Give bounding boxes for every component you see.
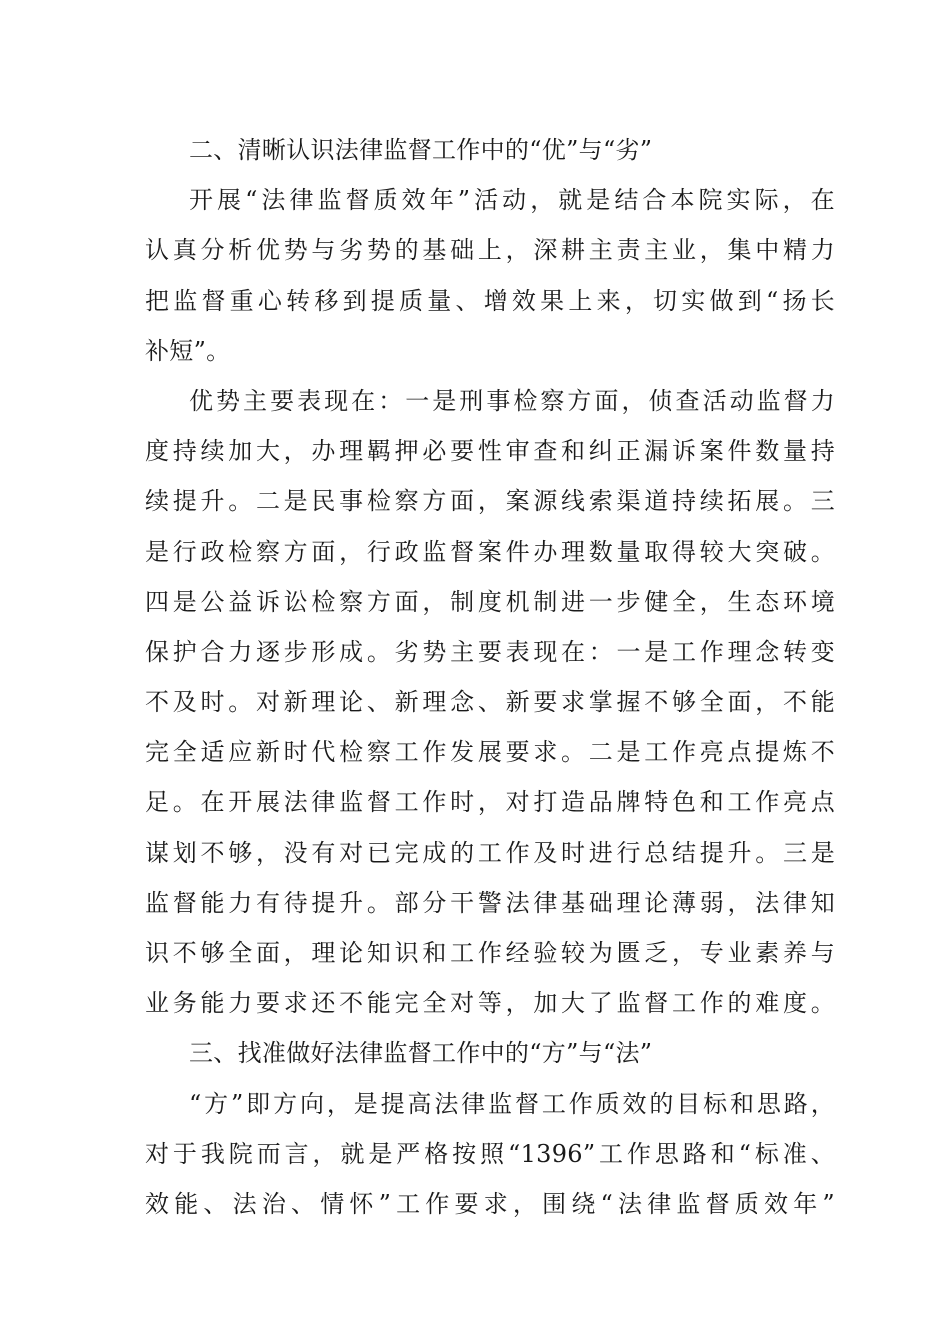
section-heading-3: 三、找准做好法律监督工作中的“方”与“法” [189, 1039, 653, 1068]
paragraph-line: 保护合力逐步形成。劣势主要表现在：一是工作理念转变 [145, 637, 835, 666]
paragraph-line: “方”即方向，是提高法律监督工作质效的目标和思路， [189, 1089, 835, 1118]
paragraph-line: 业务能力要求还不能完全对等，加大了监督工作的难度。 [145, 989, 835, 1018]
section-heading-2: 二、清晰认识法律监督工作中的“优”与“劣” [189, 136, 653, 164]
paragraph-line: 认真分析优势与劣势的基础上，深耕主责主业，集中精力 [145, 236, 835, 265]
paragraph-line: 识不够全面，理论知识和工作经验较为匮乏，专业素养与 [145, 939, 835, 967]
paragraph-line: 监督能力有待提升。部分干警法律基础理论薄弱，法律知 [145, 888, 835, 917]
paragraph-line: 优势主要表现在：一是刑事检察方面，侦查活动监督力 [189, 386, 835, 415]
paragraph-line: 开展“法律监督质效年”活动，就是结合本院实际，在 [189, 186, 835, 215]
paragraph-line: 不及时。对新理论、新理念、新要求掌握不够全面，不能 [145, 688, 835, 717]
document-body [145, 125, 835, 1229]
paragraph-line: 补短”。 [145, 336, 231, 365]
paragraph-line: 度持续加大，办理羁押必要性审查和纠正漏诉案件数量持 [145, 437, 835, 466]
paragraph-line: 把监督重心转移到提质量、增效果上来，切实做到“扬长 [145, 286, 835, 315]
paragraph-line: 是行政检察方面，行政监督案件办理数量取得较大突破。 [145, 537, 835, 566]
paragraph-line: 谋划不够，没有对已完成的工作及时进行总结提升。三是 [145, 838, 835, 867]
paragraph-line: 效能、法治、情怀”工作要求，围绕“法律监督质效年” [145, 1189, 835, 1218]
paragraph-line: 续提升。二是民事检察方面，案源线索渠道持续拓展。三 [145, 487, 835, 516]
paragraph-line: 完全适应新时代检察工作发展要求。二是工作亮点提炼不 [145, 738, 835, 767]
paragraph-line: 足。在开展法律监督工作时，对打造品牌特色和工作亮点 [145, 788, 835, 817]
paragraph-line: 四是公益诉讼检察方面，制度机制进一步健全，生态环境 [145, 587, 835, 616]
paragraph-line: 对于我院而言，就是严格按照“1396”工作思路和“标准、 [145, 1139, 835, 1168]
